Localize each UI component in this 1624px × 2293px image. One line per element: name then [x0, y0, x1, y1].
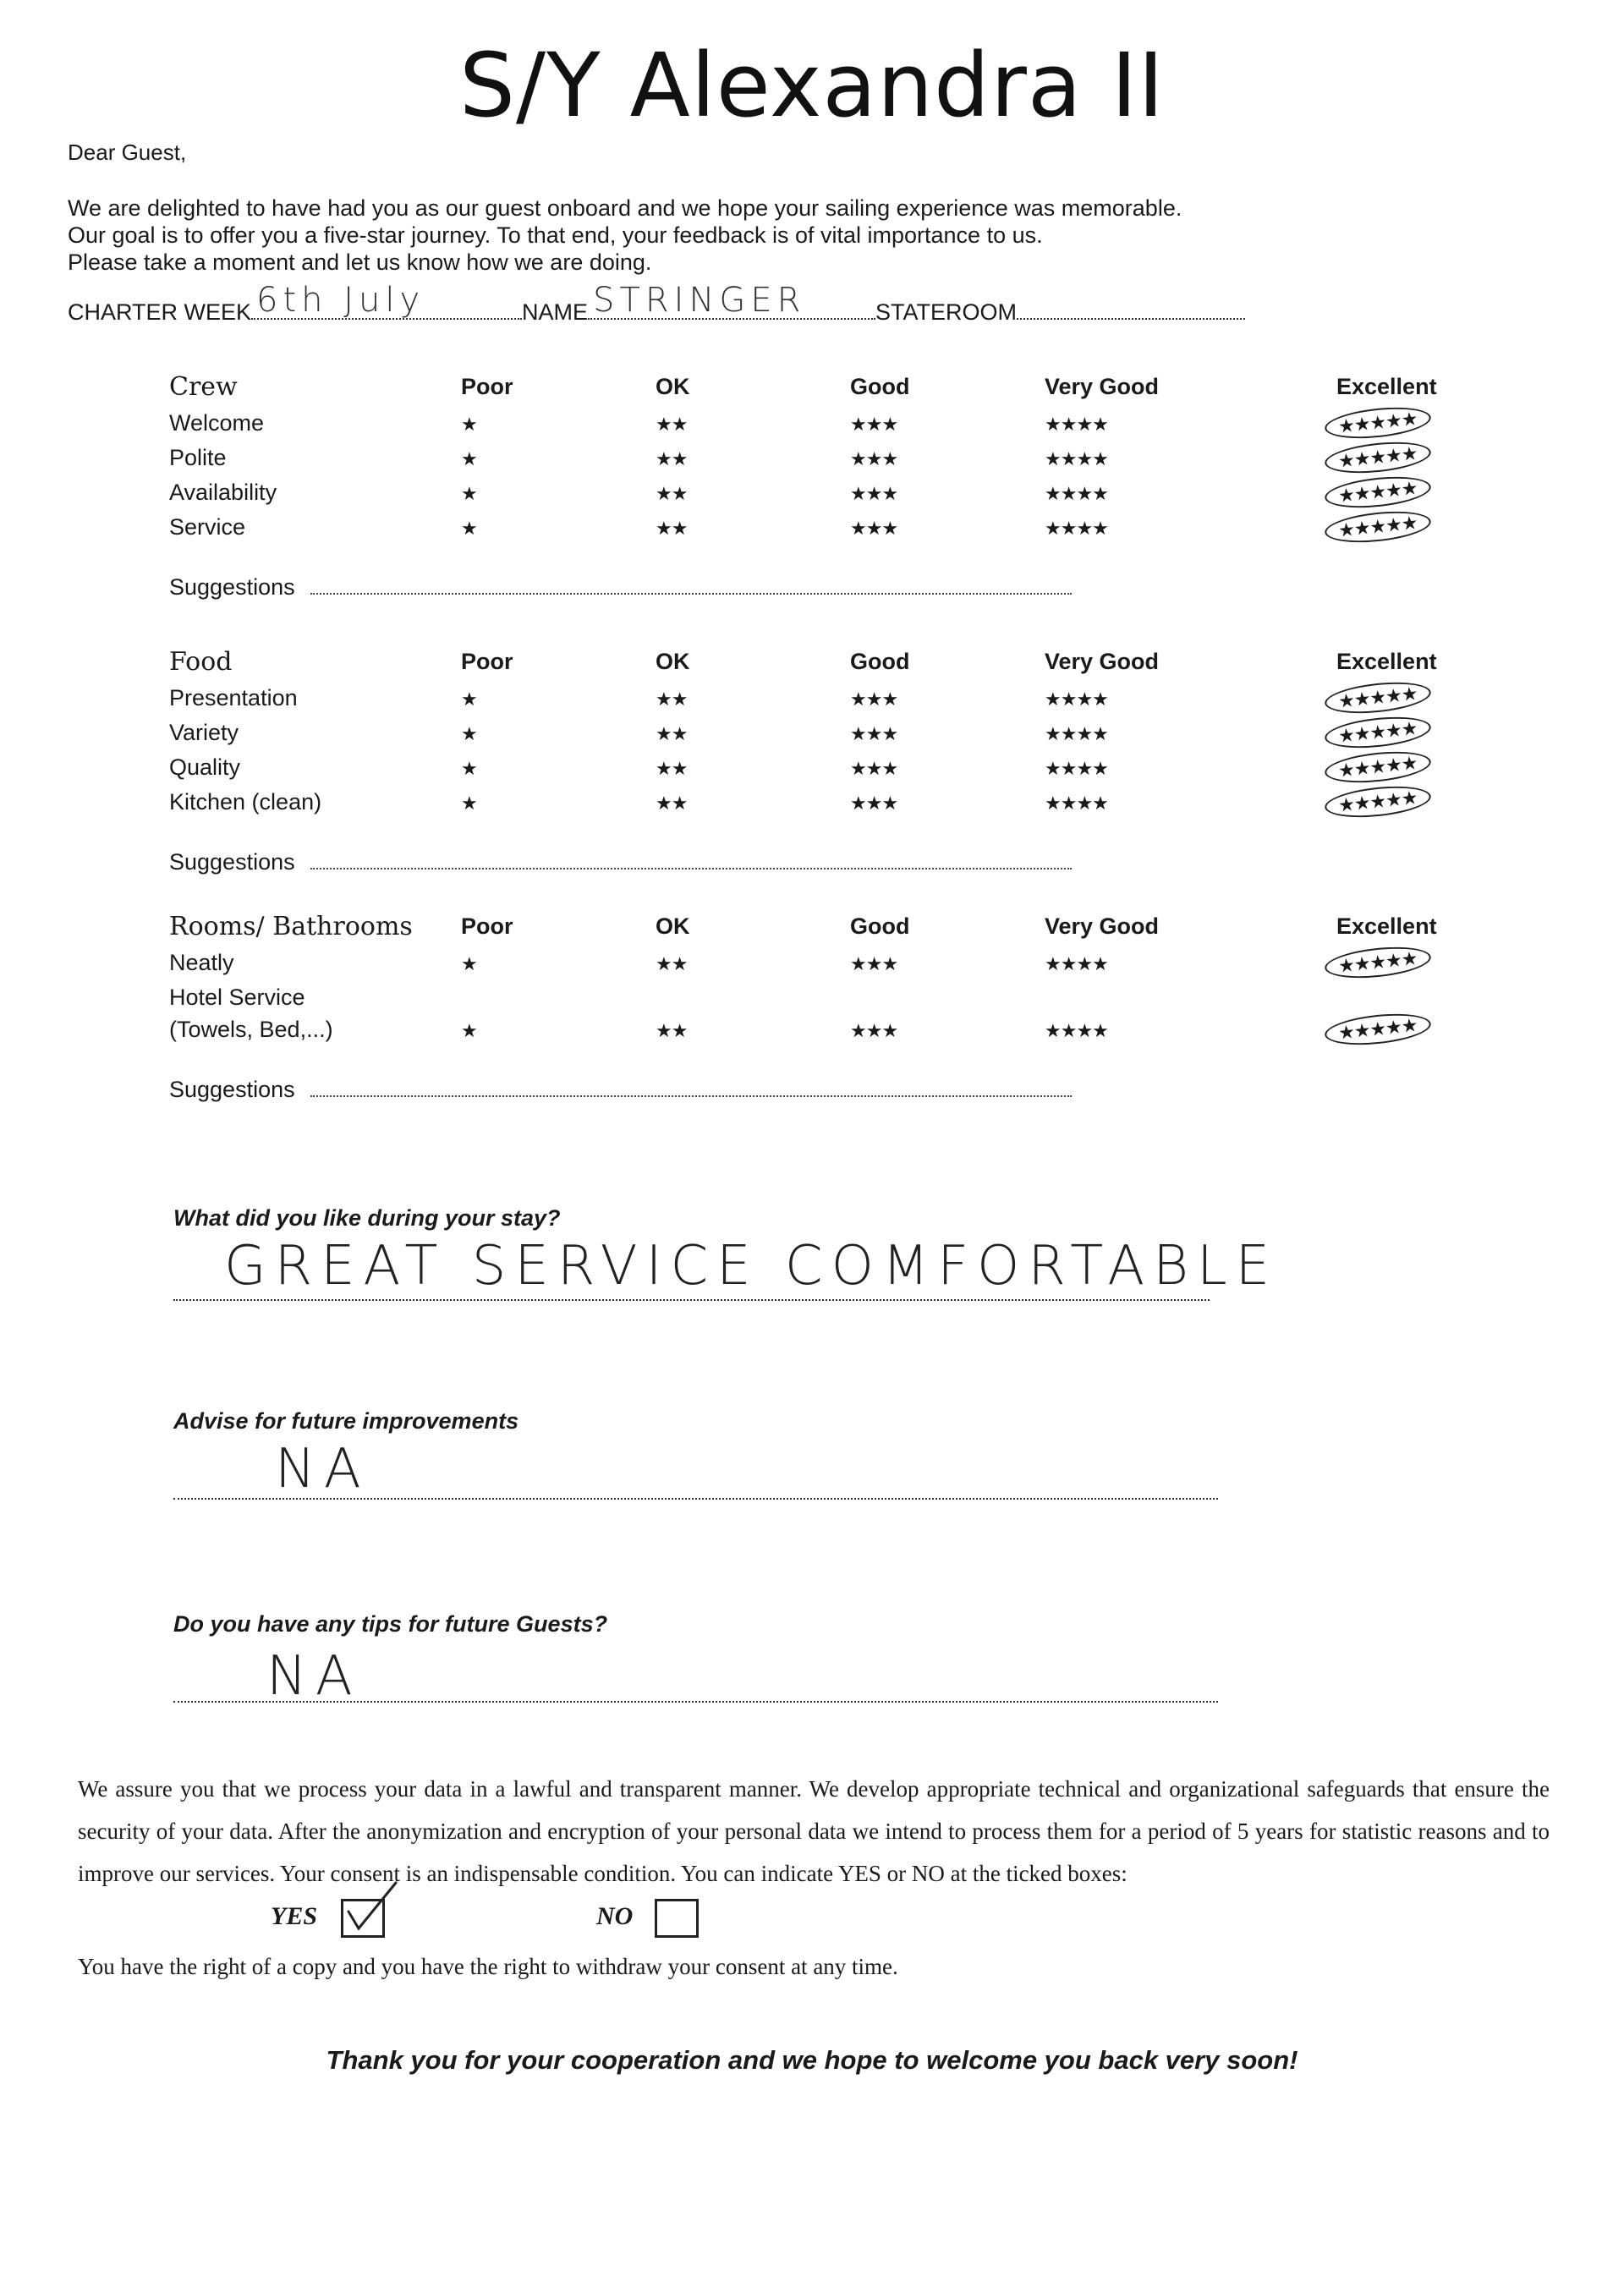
rating-option[interactable]: ★★★★: [1045, 793, 1108, 814]
rating-option[interactable]: ★★★★: [1045, 414, 1108, 435]
rating-item-label: Presentation: [169, 685, 298, 710]
selected-rating[interactable]: ★★★★★: [1324, 438, 1432, 478]
question-tips: Do you have any tips for future Guests?: [173, 1611, 608, 1637]
selected-rating[interactable]: ★★★★★: [1324, 507, 1432, 547]
rating-option[interactable]: ★★★: [850, 483, 898, 504]
rating-option[interactable]: ★: [461, 793, 477, 814]
suggestions-row: [169, 849, 1072, 875]
rating-column-header: Very Good: [1045, 649, 1160, 674]
rating-item-label: Quality: [169, 754, 241, 780]
suggestions-input[interactable]: [310, 1080, 1072, 1097]
rating-column-header: Good: [850, 913, 910, 939]
consent-yes: [271, 1899, 385, 1938]
rating-option[interactable]: ★★★★: [1045, 758, 1108, 779]
rating-column-header: Good: [850, 374, 910, 399]
rating-option[interactable]: ★★★: [850, 793, 898, 814]
suggestions-row: [169, 574, 1072, 601]
charter-week-value: 6th July: [256, 281, 425, 320]
rating-option[interactable]: ★★: [656, 1020, 688, 1041]
section-title: Rooms/ Bathrooms: [169, 912, 413, 941]
selected-rating[interactable]: ★★★★★: [1324, 678, 1432, 718]
rating-option[interactable]: ★: [461, 483, 477, 504]
rating-option[interactable]: ★★: [656, 723, 688, 744]
suggestions-input[interactable]: [310, 578, 1072, 595]
rating-option[interactable]: ★: [461, 688, 477, 710]
answer-tips: NA: [266, 1645, 361, 1708]
rating-column-header: Poor: [461, 649, 513, 674]
consent-no: [596, 1899, 699, 1938]
rating-column-header: OK: [656, 913, 690, 939]
rating-option[interactable]: ★★★: [850, 953, 898, 974]
rating-option[interactable]: ★★: [656, 414, 688, 435]
selected-rating[interactable]: ★★★★★: [1324, 943, 1432, 983]
suggestions-label: Suggestions: [169, 849, 295, 875]
rating-option[interactable]: ★★★★: [1045, 518, 1108, 539]
rating-item-label: Neatly: [169, 950, 234, 975]
rating-item-label: Availability: [169, 480, 277, 505]
suggestions-input[interactable]: [310, 853, 1072, 869]
rating-item-label: Welcome: [169, 410, 265, 436]
rating-column-header: Good: [850, 649, 910, 674]
rating-column-header: Very Good: [1045, 374, 1160, 399]
answer-liked: GREAT SERVICE COMFORTABLE: [224, 1235, 1279, 1297]
section-title: Food: [169, 647, 233, 677]
rating-option[interactable]: ★★★★: [1045, 723, 1108, 744]
rating-option[interactable]: ★★: [656, 483, 688, 504]
thank-you-note: Thank you for your cooperation and we hope to welcome you back very soon!: [326, 2045, 1298, 2075]
rights-statement: You have the right of a copy and you have the right to withdraw your consent at any time.: [78, 1954, 898, 1979]
charter-week-label: CHARTER WEEK: [68, 299, 252, 325]
guest-info-row: [68, 281, 1245, 326]
selected-rating[interactable]: ★★★★★: [1324, 473, 1432, 513]
charter-week-field[interactable]: [251, 281, 522, 320]
rating-column-header: Very Good: [1045, 913, 1160, 939]
rating-option[interactable]: ★★: [656, 448, 688, 469]
suggestions-label: Suggestions: [169, 1077, 295, 1102]
rating-option[interactable]: ★: [461, 723, 477, 744]
rating-item-label: Service: [169, 514, 246, 540]
selected-rating[interactable]: ★★★★★: [1324, 713, 1432, 753]
rating-option[interactable]: ★★★: [850, 688, 898, 710]
rating-option[interactable]: ★★★★: [1045, 483, 1108, 504]
privacy-statement: We assure you that we process your data in a lawful and transparent manner. We develop appropriate technical and organizational safeguards that ensure the security of your data. After the anonymization and encryption of your personal data we intend to process them for a period of 5 years for statistic reasons and to improve our services. Your consent is an indispensable condition. You can indicate YES or NO at the ticked boxes:: [78, 1776, 1550, 1886]
rating-option[interactable]: ★: [461, 448, 477, 469]
rating-option[interactable]: ★: [461, 414, 477, 435]
rating-item-label: Hotel Service: [169, 985, 305, 1010]
question-improvements: Advise for future improvements: [173, 1408, 519, 1434]
suggestions-label: Suggestions: [169, 574, 295, 600]
rating-item-sublabel: (Towels, Bed,...): [169, 1017, 333, 1042]
rating-option[interactable]: ★★★★: [1045, 1020, 1108, 1041]
stateroom-label: STATEROOM: [875, 299, 1018, 325]
rating-option[interactable]: ★★★: [850, 448, 898, 469]
name-label: NAME: [522, 299, 589, 325]
rating-item-label: Variety: [169, 720, 239, 745]
rating-option[interactable]: ★★: [656, 758, 688, 779]
form-title: S/Y Alexandra II: [459, 34, 1165, 137]
name-value: STRINGER: [593, 281, 806, 320]
intro-line-1: We are delighted to have had you as our guest onboard and we hope your sailing experience was memorable.: [68, 195, 1182, 221]
rating-option[interactable]: ★: [461, 1020, 477, 1041]
selected-rating[interactable]: ★★★★★: [1324, 748, 1432, 787]
name-field[interactable]: [588, 281, 875, 320]
rating-column-header: OK: [656, 649, 690, 674]
section-title: Crew: [169, 372, 238, 402]
no-label: NO: [596, 1901, 634, 1930]
rating-option[interactable]: ★★: [656, 518, 688, 539]
rating-option[interactable]: ★★★★: [1045, 953, 1108, 974]
rating-option[interactable]: ★★★: [850, 518, 898, 539]
rating-column-header: Excellent: [1336, 913, 1437, 939]
intro-line-3: Please take a moment and let us know how we are doing.: [68, 250, 652, 275]
rating-option[interactable]: ★★★: [850, 758, 898, 779]
rating-option[interactable]: ★★★: [850, 1020, 898, 1041]
rating-item-label: Polite: [169, 445, 227, 470]
yes-label: YES: [271, 1901, 318, 1930]
rating-option[interactable]: ★★: [656, 688, 688, 710]
rating-column-header: Poor: [461, 913, 513, 939]
rating-option[interactable]: ★: [461, 953, 477, 974]
yes-checkbox[interactable]: [341, 1899, 385, 1938]
rating-column-header: Excellent: [1336, 649, 1437, 674]
answer-improvements: NA: [275, 1438, 370, 1500]
rating-option[interactable]: ★★★: [850, 414, 898, 435]
greeting: Dear Guest,: [68, 140, 187, 165]
rating-column-header: OK: [656, 374, 690, 399]
selected-rating[interactable]: ★★★★★: [1324, 1010, 1432, 1050]
selected-rating[interactable]: ★★★★★: [1324, 782, 1432, 822]
checkmark-icon: [343, 1879, 403, 1939]
rating-option[interactable]: ★★: [656, 953, 688, 974]
rating-item-label: Kitchen (clean): [169, 789, 322, 815]
rating-column-header: Poor: [461, 374, 513, 399]
stateroom-field[interactable]: [1017, 298, 1245, 320]
rating-option[interactable]: ★: [461, 758, 477, 779]
intro-line-2: Our goal is to offer you a five-star journey. To that end, your feedback is of vital importance to us.: [68, 222, 1043, 248]
rating-option[interactable]: ★★★★: [1045, 688, 1108, 710]
no-checkbox[interactable]: [655, 1899, 699, 1938]
rating-column-header: Excellent: [1336, 374, 1437, 399]
rating-option[interactable]: ★★★★: [1045, 448, 1108, 469]
rating-option[interactable]: ★★★: [850, 723, 898, 744]
rating-option[interactable]: ★★: [656, 793, 688, 814]
suggestions-row: [169, 1077, 1072, 1103]
selected-rating[interactable]: ★★★★★: [1324, 403, 1432, 443]
rating-option[interactable]: ★: [461, 518, 477, 539]
question-liked: What did you like during your stay?: [173, 1205, 561, 1231]
